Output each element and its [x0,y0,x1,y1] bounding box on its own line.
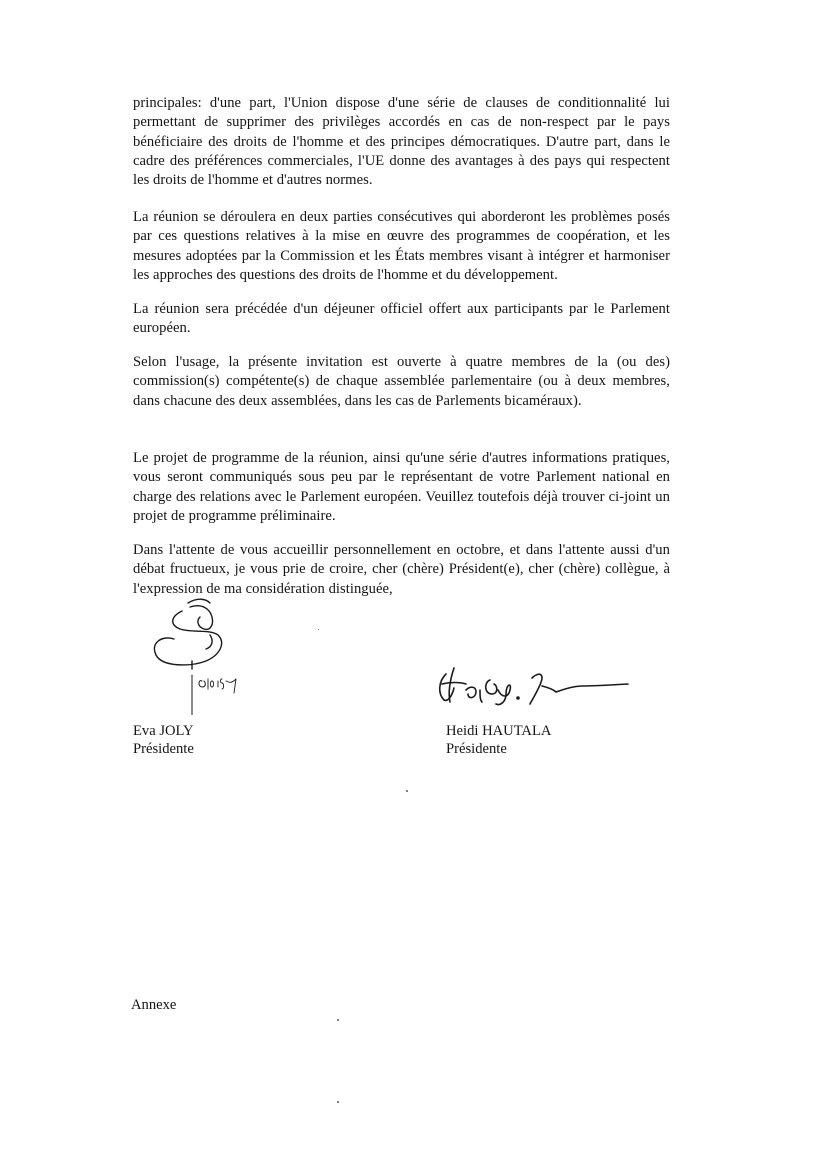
paragraph-conditionality: principales: d'une part, l'Union dispose d'une série de clauses de conditionnalité lui permettant de supprimer des privilèges accordés en cas de non-respect par le pays bénéficiaire des droits de l'homme et des principes démocratiques. D'autre part, dans le cadre des préférences commerciales, l'UE donne des avantages à des pays qui respectent les droits de l'homme et d'autres normes. [133,95,670,189]
signatory-right-name: Heidi HAUTALA [446,723,552,739]
paragraph-invitation-members: Selon l'usage, la présente invitation est ouverte à quatre membres de la (ou des) commission(s) compétente(s) de chaque assemblée parlementaire (ou à deux membres, dans chacune des deux assemblées, dans les cas de Parlements bicaméraux). [133,354,670,409]
signatory-left-title: Présidente [133,741,194,757]
paragraph-lunch: La réunion sera précédée d'un déjeuner officiel offert aux participants par le Parlement européen. [133,301,670,337]
scan-speck [337,1101,339,1103]
scan-speck [318,629,319,630]
signature-left-image [140,595,260,715]
signature-right-image [432,660,632,710]
scan-speck [337,1019,339,1021]
annex-label: Annexe [131,997,177,1013]
paragraph-meeting-parts: La réunion se déroulera en deux parties consécutives qui aborderont les problèmes posés par ces questions relatives à la mise en œuvre des programmes de coopération, et les mesures adoptées par la Commission et les États membres visant à intégrer et harmoniser les approches des questions des droits de l'homme et du développement. [133,209,670,283]
paragraph-programme: Le projet de programme de la réunion, ainsi qu'une série d'autres informations pratiques, vous seront communiqués sous peu par le représentant de votre Parlement national en charge des relations avec le Parlement européen. Veuillez toutefois déjà trouver ci-joint un projet de programme préliminaire. [133,450,670,524]
signatory-right-title: Présidente [446,741,507,757]
signatory-left-name: Eva JOLY [133,723,194,739]
paragraph-closing: Dans l'attente de vous accueillir personnellement en octobre, et dans l'attente aussi d'un débat fructueux, je vous prie de croire, cher (chère) Président(e), cher (chère) collègue, à l'expression de ma considération distinguée, [133,542,670,597]
scan-speck [406,790,408,792]
